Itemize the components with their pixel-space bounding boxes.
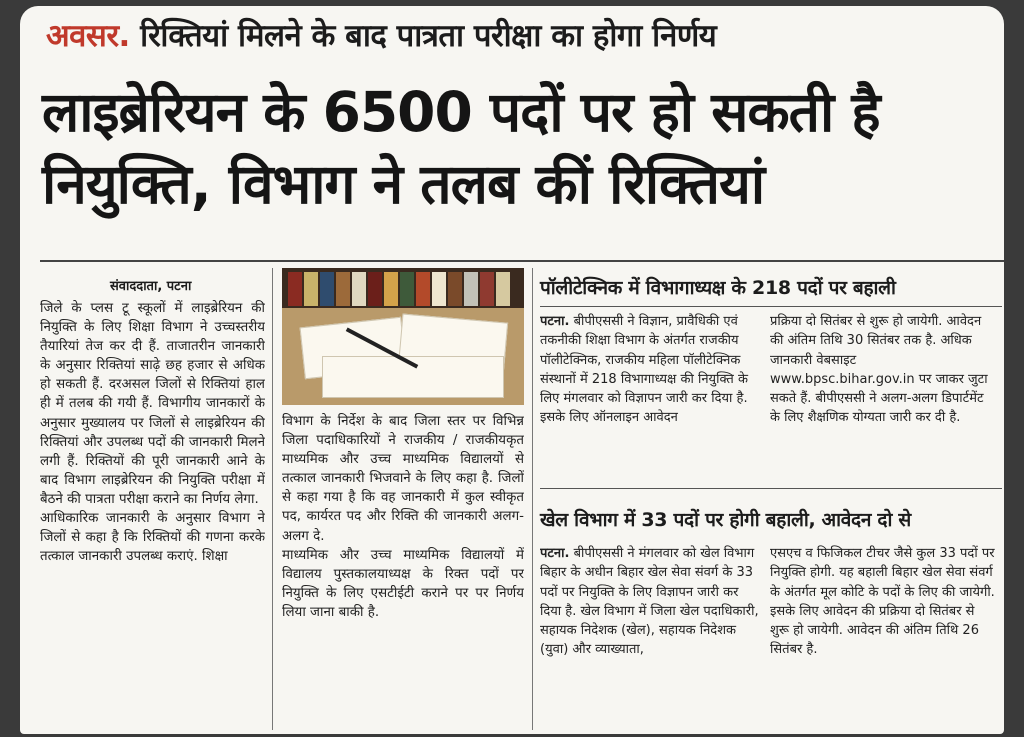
main-col-2-para-2: माध्यमिक और उच्च माध्यमिक विद्यालयों में विद्यालय पुस्तकालयाध्यक्ष के रिक्त पदों पर नियुक्ति के लिए एसटीईटी कराने पर पर निर्णय लिया जाना बाकी है.	[282, 547, 524, 620]
kicker-text: रिक्तियां मिलने के बाद पात्रता परीक्षा का होगा निर्णय	[140, 18, 717, 54]
column-divider	[272, 268, 273, 730]
story2-col-b	[770, 312, 996, 482]
headline-divider	[40, 260, 1004, 262]
main-col-1-para-2: आधिकारिक जानकारी के अनुसार विभाग ने जिलों से कहा है कि रिक्तियों की गणना करके तत्काल जानकारी उपलब्ध कराएं. शिक्षा	[40, 511, 265, 565]
main-col-1-para-1: जिले के प्लस टू स्कूलों में लाइब्रेरियन की नियुक्ति के लिए शिक्षा विभाग ने उच्चस्तरीय तैयारियां तेज कर दी हैं. ताजातरीन जानकारी के अनुसार रिक्तियां साढ़े छह हजार से अधिक हो सकती हैं. दरअसल जिलों से रिक्तियां हाल ही में तलब की गयी हैं. विभागीय जानकारों के अनुसार मुख्यालय पर जिलों से लाइब्रेरियन की रिक्तियां और उपलब्ध पदों की जानकारी मिलने लगी हैं. रिक्तियों की पूरी जानकारी आने के बाद विभाग लाइब्रेरियन की नियुक्ति परीक्षा में बैठने की पात्रता परीक्षा कराने का निर्णय लेगा.	[40, 301, 265, 507]
main-col-1	[40, 299, 265, 729]
story3-text-a: बीपीएससी ने मंगलवार को खेल विभाग बिहार के अधीन बिहार खेल सेवा संवर्ग के 33 पदों पर नियुक्ति के लिए विज्ञापन जारी कर दिया है. खेल विभाग में जिला खेल पदाधिकारी, सहायक निदेशक (खेल), सहायक निदेशक (युवा) और व्याख्याता,	[540, 546, 759, 658]
story3-dateline: पटना.	[540, 546, 570, 561]
story3-col-b	[770, 544, 996, 724]
kicker	[46, 14, 716, 56]
story2-rule	[540, 306, 1002, 307]
story3-text-b: एसएच व फिजिकल टीचर जैसे कुल 33 पदों पर नियुक्ति होगी. यह बहाली बिहार खेल सेवा संवर्ग के अंतर्गत मूल कोटि के पदों के लिए की जायेगी. इसके लिए आवेदन की प्रक्रिया दो सितंबर से शुरू हो जायेगी. आवेदन की अंतिम तिथि 26 सितंबर है.	[770, 546, 995, 658]
kicker-tag: अवसर.	[46, 18, 130, 54]
story3-heading: खेल विभाग में 33 पदों पर होगी बहाली, आवेदन दो से	[540, 509, 911, 531]
story2-text-b: प्रक्रिया दो सितंबर से शुरू हो जायेगी. आवेदन की अंतिम तिथि 30 सितंबर तक है. अधिक जानकारी वेबसाइट www.bpsc.bihar.gov.in पर जाकर जुटा सकते हैं. बीपीएससी ने अलग-अलग डिपार्टमेंट के लिए शैक्षणिक योग्यता जारी कर दी है.	[770, 314, 988, 426]
story3-col-a	[540, 544, 760, 724]
story2-heading: पॉलीटेक्निक में विभागाध्यक्ष के 218 पदों पर बहाली	[540, 277, 896, 299]
headline: लाइब्रेरियन के 6500 पदों पर हो सकती है नियुक्ति, विभाग ने तलब कीं रिक्तियां	[42, 80, 880, 216]
story2-dateline: पटना.	[540, 314, 570, 329]
story2-text-a: बीपीएससी ने विज्ञान, प्रावैधिकी एवं तकनीकी शिक्षा विभाग के अंतर्गत राजकीय पॉलीटेक्निक, राजकीय महिला पॉलीटेक्निक संस्थानों में 218 विभागाध्यक्ष की नियुक्ति के लिए मंगलवार को विज्ञापन जारी कर दिया है. इसके लिए ऑनलाइन आवेदन	[540, 314, 748, 426]
books-photo	[282, 268, 524, 405]
byline: संवाददाता, पटना	[110, 279, 192, 294]
story2-col-a	[540, 312, 760, 482]
main-col-2-para-1: विभाग के निर्देश के बाद जिला स्तर पर विभिन्न जिला पदाधिकारियों ने राजकीय / राजकीयकृत माध्यमिक और उच्च माध्यमिक विद्यालयों से तत्काल जानकारी भिजवाने के लिए कहा है. जिलों से कहा गया है कि वह जानकारी में कुल स्वीकृत पद, कार्यरत पद और रिक्ति की जानकारी अलग-अलग दे.	[282, 414, 524, 544]
main-col-2	[282, 412, 524, 730]
story3-top-rule	[540, 488, 1002, 489]
newspaper-clipping	[20, 6, 1004, 734]
column-divider	[532, 268, 533, 730]
